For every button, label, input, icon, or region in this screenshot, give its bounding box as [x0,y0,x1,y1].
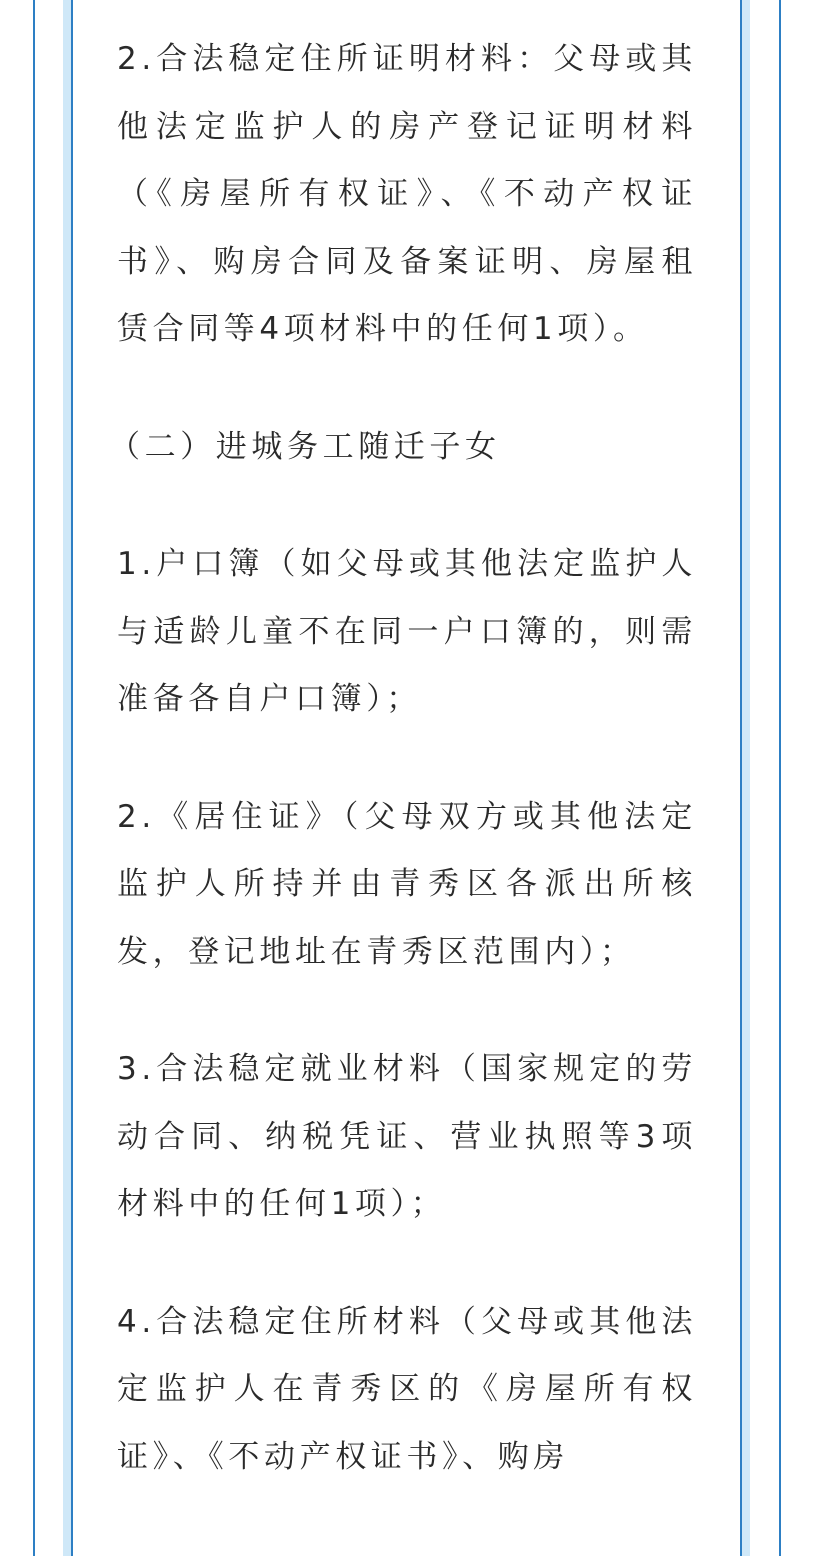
paragraph-residence-permit: 2.《居住证》（父母双方或其他法定监护人所持并由青秀区各派出所核发，登记地址在青秀区范围内）； [117,798,697,970]
paragraph-household-register: 1.户口簿（如父母或其他法定监护人与适龄儿童不在同一户口簿的，则需准备各自户口簿）； [117,546,697,717]
paragraph-residence-materials: 2.合法稳定住所证明材料：父母或其他法定监护人的房产登记证明材料（《房屋所有权证》、《不动产权证书》、购房合同及备案证明、房屋租赁合同等4项材料中的任何1项）。 [117,41,697,347]
section-heading-migrant-children: （二）进城务工随迁子女 [109,428,501,465]
frame-border-inner-left [71,0,73,1556]
frame-border-outer-right [779,0,781,1556]
frame-band-tint-right [742,0,750,1556]
document-body [109,26,697,1541]
paragraph-employment-materials: 3.合法稳定就业材料（国家规定的劳动合同、纳税凭证、营业执照等3项材料中的任何1项）； [117,1051,697,1222]
paragraph-residence-materials-2: 4.合法稳定住所材料（父母或其他法定监护人在青秀区的《房屋所有权证》、《不动产权证书》、购房 [117,1303,697,1475]
frame-band-tint-left [63,0,71,1556]
